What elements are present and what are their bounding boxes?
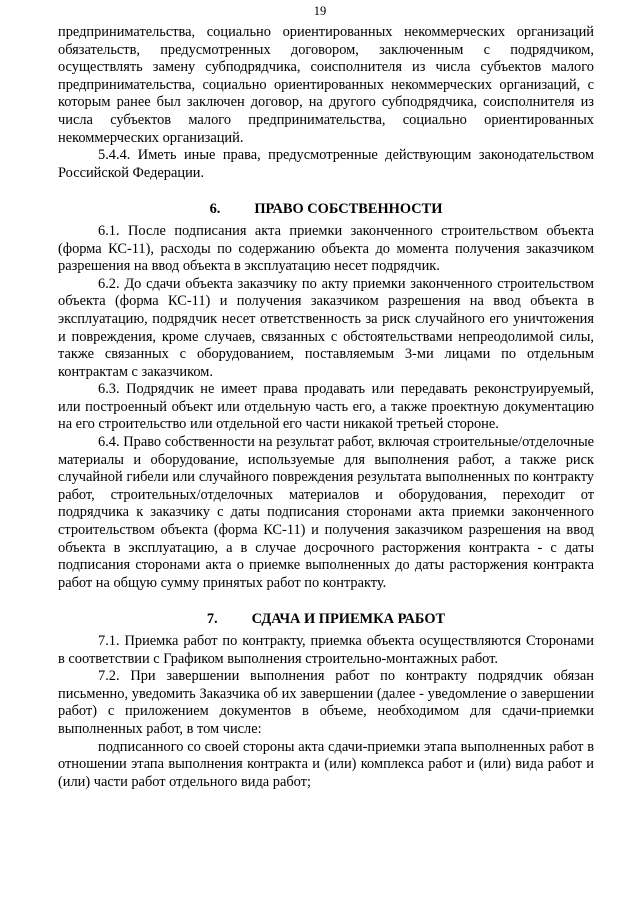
section-6-heading <box>58 201 594 219</box>
section-7-title: СДАЧА И ПРИЕМКА РАБОТ <box>251 611 446 628</box>
paragraph-6-4: 6.4. Право собственности на результат работ, включая строительные/отделочные материалы и оборудование, используемые для выполнения работ, а также риск случайной гибели или случайного повреждения результата выполненных по контракту работ, строительных/отделочных материалов и оборудования, переходит от подрядчика к заказчику с даты подписания сторонами акта приемки законченного строительством объекта (форма КС-11) и получения заказчиком разрешения на ввод объекта в эксплуатацию, а в случае досрочного расторжения контракта - с даты подписания сторонами акта о приемке выполненных до даты расторжения контракта работ на общую сумму принятых работ по контракту. <box>58 434 594 591</box>
section-6-number: 6. <box>209 201 221 218</box>
intro-paragraph: предпринимательства, социально ориентированных некоммерческих организаций обязательств, предусмотренных договором, заключенным с подрядчиком, осуществлять замену субподрядчика, соисполнителя из числа субъектов малого предпринимательства, социально ориентированных некоммерческих организаций, с которым ранее был заключен договор, на другого субподрядчика, соисполнителя из числа субъектов малого предпринимательства, социально ориентированных некоммерческих организаций. <box>58 24 594 146</box>
paragraph-5-4-4: 5.4.4. Иметь иные права, предусмотренные действующим законодательством Российской Федерации. <box>58 147 594 181</box>
document-body <box>58 24 594 791</box>
section-7-number: 7. <box>206 611 218 628</box>
paragraph-7-1: 7.1. Приемка работ по контракту, приемка объекта осуществляются Сторонами в соответствии с Графиком выполнения строительно-монтажных работ. <box>58 633 594 667</box>
paragraph-7-2: 7.2. При завершении выполнения работ по контракту подрядчик обязан письменно, уведомить Заказчика об их завершении (далее - уведомление о завершении работ) с приложением документов в объеме, необходимом для сдачи-приемки выполненных работ, в том числе: <box>58 668 594 737</box>
page-number: 19 <box>313 4 327 18</box>
section-7-heading <box>58 611 594 629</box>
section-6-title: ПРАВО СОБСТВЕННОСТИ <box>254 201 443 218</box>
paragraph-6-3: 6.3. Подрядчик не имеет права продавать или передавать реконструируемый, или построенный объект или отдельную часть его, а также проектную документацию на его строительство или отдельной его части никакой третьей стороне. <box>58 381 594 433</box>
paragraph-6-2: 6.2. До сдачи объекта заказчику по акту приемки законченного строительством объекта (форма КС-11) и получения заказчиком разрешения на ввод объекта в эксплуатацию, подрядчик несет ответственность за риск случайного его уничтожения и повреждения, кроме случаев, связанных с обстоятельствами непреодолимой силы, также связанных с оборудованием, поставляемым 3-ми лицами по отдельным контрактам с заказчиком. <box>58 275 594 380</box>
paragraph-7-2-item: подписанного со своей стороны акта сдачи-приемки этапа выполненных работ в отношении этапа выполнения контракта и (или) комплекса работ и (или) вида работ и (или) части работ отдельного вида работ; <box>58 738 594 790</box>
paragraph-6-1: 6.1. После подписания акта приемки законченного строительством объекта (форма КС-11), расходы по содержанию объекта до момента получения заказчиком разрешения на ввод объекта в эксплуатацию несет подрядчик. <box>58 222 594 275</box>
